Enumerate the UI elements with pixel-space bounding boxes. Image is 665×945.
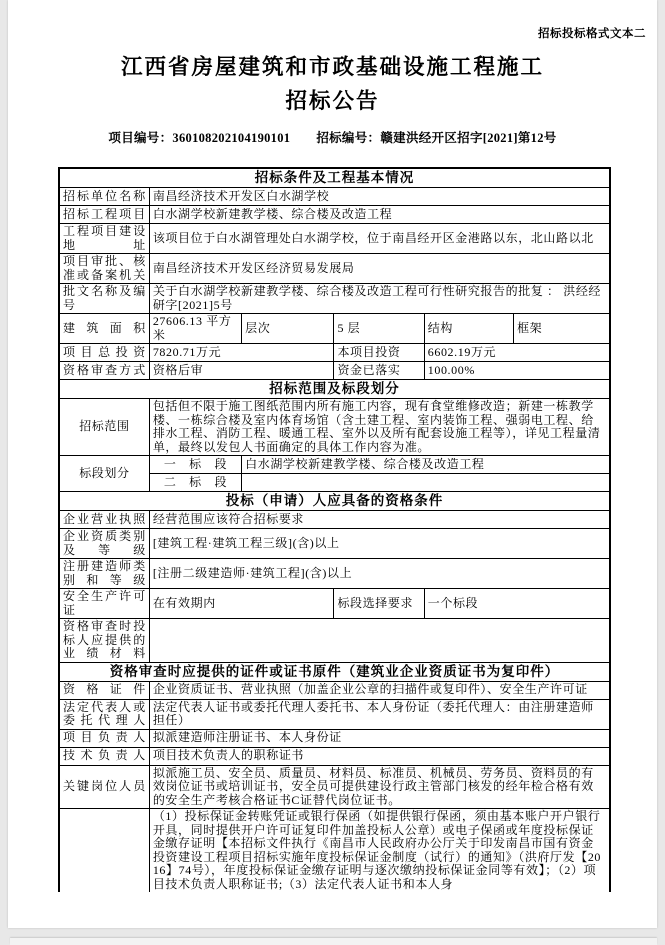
qualification-value: 资格后审 <box>149 362 334 380</box>
grade-value: [建筑工程·建筑工程三级](含)以上 <box>149 529 610 559</box>
approval-value: 南昌经济技术开发区经济贸易发展局 <box>149 254 610 284</box>
structure-value: 框架 <box>514 314 610 344</box>
builder-label: 注册建造师类别和等级 <box>59 559 149 589</box>
row-approval <box>59 254 610 284</box>
safety-value: 在有效期内 <box>149 589 334 619</box>
row-scope <box>59 399 610 456</box>
approval-label: 项目审批、核准或备案机关 <box>59 254 149 284</box>
key-staff-value: 拟派施工员、安全员、质量员、材料员、标准员、机械员、劳务员、资料员的有效岗位证书或培训证书，安全员可提供建设行政主管部门核发的经年检合格有效的安全生产考核合格证书C证替代岗位证书。 <box>149 765 610 809</box>
row-section2 <box>59 380 610 399</box>
key-staff-label: 关键岗位人员 <box>59 765 149 809</box>
safety-label: 安全生产许可证 <box>59 589 149 619</box>
unit-value: 南昌经济技术开发区白水湖学校 <box>149 188 610 206</box>
deposit-value: （1）投标保证金转账凭证或银行保函（如提供银行保函，须由基本账户开户银行开具，同时提供开户许可证复印件加盖投标人公章）或电子保函或年度投标保证金缴存证明【本招标文件执行《南昌市人民政府办公厅关于印发南昌市国有资金投资建设工程项目招标实施年度投标保证金制度（试行）的通知》（洪府厅发【2016】74号），年度投标保证金缴存证明与逐次缴纳投标保证金同等有效】；（2）项目技术负责人职称证书;（3）法定代表人证书和本人身 <box>149 809 610 893</box>
lot1-label: 一标段 <box>149 456 241 474</box>
document-title-line2: 招标公告 <box>285 89 380 113</box>
legal-label: 法定代表人或委托代理人 <box>59 699 149 729</box>
tender-number-value: 赣建洪经开区招字[2021]第12号 <box>380 131 557 145</box>
tech-value: 项目技术负责人的职称证书 <box>149 747 610 765</box>
row-project <box>59 206 610 224</box>
tech-label: 技术负责人 <box>59 747 149 765</box>
lot-req-value: 一个标段 <box>424 589 610 619</box>
project-label: 招标工程项目 <box>59 206 149 224</box>
investment-label: 项目总投资 <box>59 344 149 362</box>
document-meta-line <box>8 128 657 146</box>
deposit-label <box>59 809 149 893</box>
document-page <box>8 0 657 928</box>
row-unit <box>59 188 610 206</box>
row-license <box>59 511 610 529</box>
fund-label: 资金已落实 <box>334 362 424 380</box>
row-cert <box>59 681 610 699</box>
row-section3 <box>59 492 610 511</box>
next-page-edge <box>10 938 657 945</box>
lot2-value <box>242 474 610 492</box>
row-legal <box>59 699 610 729</box>
approval-doc-value: 关于白水湖学校新建教学楼、综合楼及改造工程可行性研究报告的批复 ： 洪经经研字[2021]5号 <box>149 284 610 314</box>
manager-label: 项目负责人 <box>59 729 149 747</box>
cert-value: 企业资质证书、营业执照（加盖企业公章的扫描件或复印件）、安全生产许可证 <box>149 681 610 699</box>
project-investment-label: 本项目投资 <box>334 344 424 362</box>
row-manager <box>59 729 610 747</box>
lot1-value: 白水湖学校新建教学楼、综合楼及改造工程 <box>242 456 610 474</box>
floors-label: 层次 <box>242 314 334 344</box>
scope-value: 包括但不限于施工图纸范围内所有施工内容，现有食堂维修改造；新建一栋教学楼、一栋综合楼及室内体育场馆（含土建工程、室内装饰工程、强弱电工程、给排水工程、消防工程、暖通工程、室外以及所有配套设施工程等），详见工程量清单，最终以发包人书面确定的具体工作内容为准。 <box>149 399 610 456</box>
document-title-line1: 江西省房屋建筑和市政基础设施工程施工 <box>120 55 544 79</box>
area-label: 建筑面积 <box>59 314 149 344</box>
license-value: 经营范围应该符合招标要求 <box>149 511 610 529</box>
lot-req-label: 标段选择要求 <box>334 589 424 619</box>
qualification-label: 资格审查方式 <box>59 362 149 380</box>
cert-label: 资格证件 <box>59 681 149 699</box>
row-section4 <box>59 662 610 681</box>
row-qualification <box>59 362 610 380</box>
section1-title: 招标条件及工程基本情况 <box>59 168 610 188</box>
floors-value: 5 层 <box>334 314 424 344</box>
row-safety <box>59 589 610 619</box>
row-grade <box>59 529 610 559</box>
row-builder <box>59 559 610 589</box>
performance-value <box>149 619 610 663</box>
row-investment <box>59 344 610 362</box>
legal-value: 法定代表人证书或委托代理人委托书、本人身份证（委托代理人：由注册建造师担任） <box>149 699 610 729</box>
row-deposit <box>59 809 610 893</box>
structure-label: 结构 <box>424 314 513 344</box>
row-key-staff <box>59 765 610 809</box>
project-investment-value: 6602.19万元 <box>424 344 610 362</box>
row-section1 <box>59 168 610 188</box>
section2-title: 招标范围及标段划分 <box>59 380 610 399</box>
row-address <box>59 224 610 254</box>
corner-note: 招标投标格式文本二 <box>538 28 646 40</box>
row-tech <box>59 747 610 765</box>
project-number-value: 360108202104190101 <box>172 131 291 145</box>
performance-label: 资格审查时投标人应提供的业绩材料 <box>59 619 149 663</box>
row-area <box>59 314 610 344</box>
row-approval-doc <box>59 284 610 314</box>
unit-label: 招标单位名称 <box>59 188 149 206</box>
project-number-label: 项目编号： <box>108 131 173 145</box>
address-value: 该项目位于白水湖管理处白水湖学校，位于南昌经开区金港路以东，北山路以北 <box>149 224 610 254</box>
manager-value: 拟派建造师注册证书、本人身份证 <box>149 729 610 747</box>
section4-title: 资格审查时应提供的证件或证书原件（建筑业企业资质证书为复印件） <box>59 662 610 681</box>
section3-title: 投标（申请）人应具备的资格条件 <box>59 492 610 511</box>
row-lot1 <box>59 456 610 474</box>
lot2-label: 二标段 <box>149 474 241 492</box>
lots-label: 标段划分 <box>59 456 149 492</box>
tender-number-label: 招标编号： <box>316 131 381 145</box>
builder-value: [注册二级建造师·建筑工程](含)以上 <box>149 559 610 589</box>
license-label: 企业营业执照 <box>59 511 149 529</box>
row-performance <box>59 619 610 663</box>
scope-label: 招标范围 <box>59 399 149 456</box>
address-label: 工程项目建设地址 <box>59 224 149 254</box>
investment-value: 7820.71万元 <box>149 344 334 362</box>
area-value: 27606.13 平方米 <box>149 314 241 344</box>
fund-value: 100.00% <box>424 362 610 380</box>
grade-label: 企业资质类别及等级 <box>59 529 149 559</box>
approval-doc-label: 批文名称及编号 <box>59 284 149 314</box>
tender-info-table <box>58 167 611 892</box>
project-value: 白水湖学校新建教学楼、综合楼及改造工程 <box>149 206 610 224</box>
